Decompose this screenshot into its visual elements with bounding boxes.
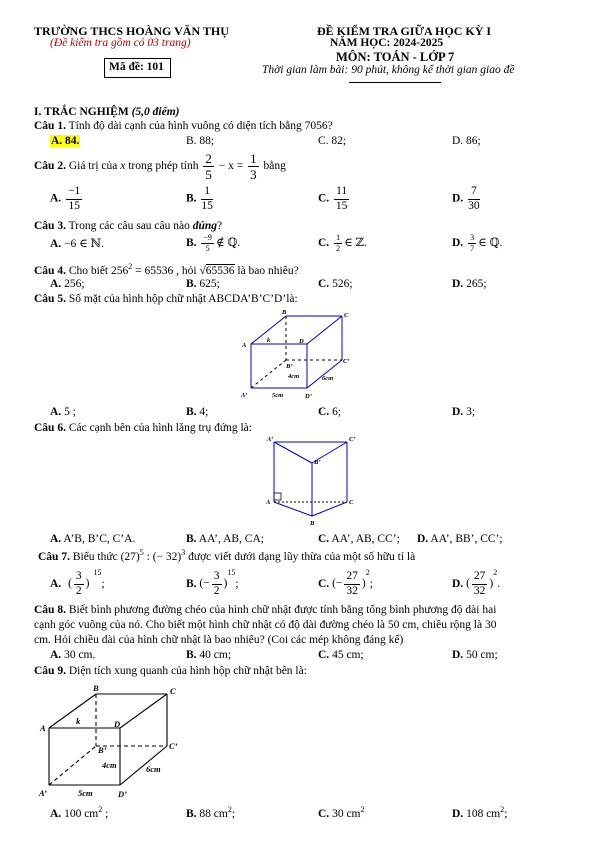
svg-text:A: A <box>242 342 247 349</box>
svg-text:5cm: 5cm <box>272 392 284 399</box>
q8-option-a[interactable]: A. 30 cm. <box>50 649 96 661</box>
section-1-title: I. TRẮC NGHIỆM <box>34 106 129 118</box>
svg-text:6cm: 6cm <box>146 764 161 774</box>
q6-label: Câu 6. <box>34 422 66 434</box>
question-3: Câu 3. Trong các câu sau câu nào đúng? <box>34 220 223 232</box>
q3-option-c[interactable]: C. $\frac{1}{2}$ ∈ ℤ. <box>318 233 367 253</box>
q2-label: Câu 2. <box>34 160 66 173</box>
time-note: Thời gian làm bài: 90 phút, không kể thời gian giao đề <box>262 64 515 76</box>
question-8-line-3: cm. Hỏi chiều dài của hình chữ nhật là bao nhiêu? (Coi các mép không đáng kể) <box>34 634 404 646</box>
q9-option-a[interactable]: A. 100 $cm^2$ ; <box>50 805 109 820</box>
q7-option-d[interactable]: D. ( $\frac{27}{32}$ )$^2$. <box>452 568 501 597</box>
q2-option-c[interactable]: C. $\frac{11}{15}$ <box>318 185 348 212</box>
q9-text: Diện tích xung quanh của hình hộp chữ nhật bên là: <box>68 665 307 677</box>
q4-option-a[interactable]: A. 256; <box>50 278 85 290</box>
q9-option-d[interactable]: D. 108 $cm^2$; <box>452 805 508 820</box>
square-root-icon: √ <box>199 264 206 277</box>
school-name: TRƯỜNG THCS HOÀNG VĂN THỤ <box>34 24 229 38</box>
svg-text:A’: A’ <box>267 436 274 443</box>
svg-text:C: C <box>349 499 354 506</box>
prism-figure-q6 <box>262 436 362 528</box>
q1-label: Câu 1. <box>34 120 66 132</box>
svg-text:C’: C’ <box>169 741 178 751</box>
q1-option-b[interactable]: B. 88; <box>186 135 215 147</box>
svg-text:k: k <box>76 716 81 726</box>
q3-label: Câu 3. <box>34 220 66 232</box>
q2-text-pre: Giá trị của <box>68 160 118 173</box>
svg-text:A: A <box>266 499 271 506</box>
question-8-line-2: cạnh góc vuông của nó. Cho biết một hình chữ nhật có độ dài đường chéo là 50 cm, chiều rộng là 30 <box>34 619 497 631</box>
svg-text:D: D <box>299 338 304 345</box>
q7-option-b[interactable]: B. (− $\frac{3}{2}$ )$^{15}$; <box>186 568 239 597</box>
svg-text:C: C <box>344 312 349 319</box>
q6-option-b[interactable]: B. AA’, AB, CA; <box>186 533 264 545</box>
svg-text:B’: B’ <box>98 745 107 755</box>
q9-option-b[interactable]: B. 88 $cm^2$; <box>186 805 236 820</box>
q2-option-b[interactable]: B. $\frac{1}{15}$ <box>186 185 213 212</box>
q2-text-mid: trong phép tính <box>128 160 199 173</box>
question-5 <box>34 293 298 305</box>
q3-option-a[interactable]: A. −6 ∈ ℕ. <box>50 238 104 250</box>
q4-radicand: 65536 <box>205 264 235 277</box>
q6-option-c[interactable]: C. AA’, AB, CC’; <box>318 533 400 545</box>
svg-text:A’: A’ <box>39 788 47 798</box>
exam-code: Mã đề: 101 <box>109 61 164 73</box>
exam-title: ĐỀ KIỂM TRA GIỮA HỌC KỲ I <box>317 24 492 38</box>
section-1-points: (5,0 điểm) <box>131 106 180 118</box>
q2-fraction-1: $\frac{2}{5}$ <box>205 151 212 182</box>
svg-text:B: B <box>93 683 99 693</box>
q1-option-c[interactable]: C. 82; <box>318 135 347 147</box>
q9-option-c[interactable]: C. 30 $cm^2$ <box>318 805 365 820</box>
q8-option-d[interactable]: D. 50 cm; <box>452 649 498 661</box>
svg-text:k: k <box>267 337 271 344</box>
school-year: NĂM HỌC: 2024-2025 <box>330 37 444 49</box>
q4-label: Câu 4. <box>34 264 66 277</box>
svg-text:5cm: 5cm <box>78 788 93 798</box>
svg-text:D: D <box>114 719 121 729</box>
q4-option-b[interactable]: B. 625; <box>186 278 220 290</box>
q3-option-b[interactable]: B. $\frac{-9}{5}$ ∉ ℚ. <box>186 233 241 253</box>
svg-text:B’: B’ <box>314 459 321 466</box>
q2-operator: − x = <box>218 160 244 173</box>
question-1 <box>34 120 333 132</box>
svg-text:C’: C’ <box>343 358 350 365</box>
svg-text:A’: A’ <box>241 392 248 399</box>
q5-text: Số mặt của hình hộp chữ nhật ABCDA’B’C’D’là: <box>68 293 298 305</box>
header-divider <box>349 82 441 83</box>
q1-option-a[interactable]: A. 84. <box>51 135 80 147</box>
q3-text: Trong các câu sau câu nào <box>68 220 190 232</box>
q2-option-a[interactable]: A. $\frac{-1}{15}$ <box>50 185 81 212</box>
cuboid-figure-q9 <box>36 680 186 798</box>
q8-option-b[interactable]: B. 40 cm; <box>186 649 232 661</box>
q2-text-post: bằng <box>263 160 286 173</box>
q4-option-d[interactable]: D. 265; <box>452 278 487 290</box>
svg-text:D’: D’ <box>118 789 127 798</box>
q2-fraction-2: $\frac{1}{3}$ <box>250 151 257 182</box>
svg-text:B: B <box>282 309 287 316</box>
q6-option-d[interactable]: D. AA’, BB’, CC’; <box>417 533 503 545</box>
q3-option-d[interactable]: D. $\frac{3}{7}$ ∈ ℚ. <box>452 233 503 253</box>
q2-option-d[interactable]: D. $\frac{7}{30}$ <box>452 185 480 212</box>
q3-emphasis: đúng <box>192 220 218 232</box>
svg-text:D’: D’ <box>305 393 312 400</box>
q7-option-a[interactable]: A. ( $\frac{3}{2}$ )$^{15}$; <box>50 568 105 597</box>
q7-label: Câu 7. <box>38 550 70 563</box>
q8-option-c[interactable]: C. 45 cm; <box>318 649 364 661</box>
question-4: Câu 4. Cho biết $256^2 = 65536$ , hỏi √65536 là bao nhiêu? <box>34 262 299 277</box>
question-7: Câu 7. Biểu thức $(27)^5$ : (− 32)$^3$ được viết dưới dạng lũy thừa của một số hữu tỉ là <box>38 548 416 563</box>
q6-text: Các cạnh bên của hình lăng trụ đứng là: <box>68 422 252 434</box>
pages-note: (Đề kiểm tra gồm có 03 trang) <box>50 37 191 49</box>
question-6 <box>34 422 252 434</box>
question-9 <box>34 665 307 677</box>
svg-text:C: C <box>170 686 176 696</box>
svg-text:4cm: 4cm <box>288 373 300 380</box>
cuboid-figure-q5 <box>234 308 364 406</box>
svg-text:4cm: 4cm <box>102 760 117 770</box>
q5-option-a[interactable]: A. 5 ; <box>50 406 76 418</box>
question-8-line-1: Câu 8. Biết bình phương đường chéo của hình chữ nhật được tính bằng tổng bình phương độ dài hai <box>34 604 497 616</box>
section-1-heading <box>34 106 179 118</box>
q5-option-b[interactable]: B. 4; <box>186 406 209 418</box>
svg-text:B’: B’ <box>286 363 293 370</box>
q5-option-d[interactable]: D. 3; <box>452 406 476 418</box>
q7-option-c[interactable]: C. (− $\frac{27}{32}$ )$^2$; <box>318 568 373 597</box>
q6-option-a[interactable]: A. A’B, B’C, C’A. <box>50 533 136 545</box>
svg-text:B: B <box>310 520 315 527</box>
q5-label: Câu 5. <box>34 293 66 305</box>
question-2 <box>34 152 286 181</box>
subject: MÔN: TOÁN - LỚP 7 <box>336 50 455 64</box>
q8-label: Câu 8. <box>34 604 66 616</box>
q1-text: Tính độ dài cạnh của hình vuông có diện tích bằng 7056? <box>68 120 333 132</box>
q5-option-c[interactable]: C. 6; <box>318 406 342 418</box>
svg-text:6cm: 6cm <box>322 375 334 382</box>
q4-option-c[interactable]: C. 526; <box>318 278 353 290</box>
q9-label: Câu 9. <box>34 665 66 677</box>
q2-variable: x <box>120 160 126 173</box>
svg-text:C’: C’ <box>349 436 356 443</box>
svg-text:A: A <box>40 723 46 733</box>
q1-option-d[interactable]: D. 86; <box>452 135 481 147</box>
